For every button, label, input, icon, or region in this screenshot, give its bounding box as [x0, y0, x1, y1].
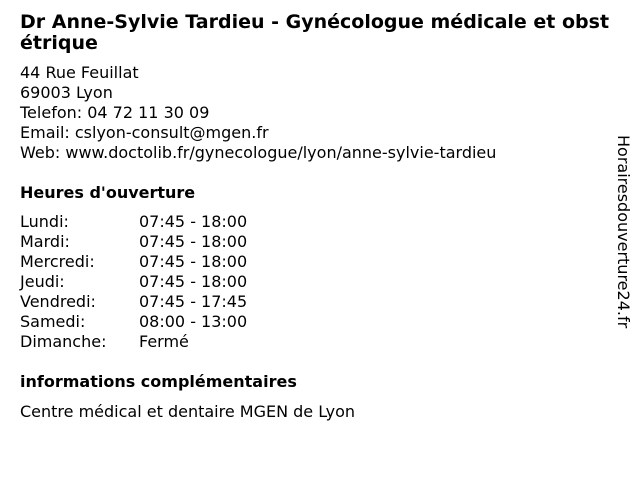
hours-heading: Heures d'ouverture	[20, 183, 196, 202]
info-text: Centre médical et dentaire MGEN de Lyon	[20, 402, 356, 421]
website-url: Web: www.doctolib.fr/gynecologue/lyon/anne-sylvie-tardieu	[20, 143, 497, 162]
time-range: 07:45 - 18:00	[139, 272, 248, 291]
day-label: Mercredi:	[20, 252, 95, 271]
time-range: Fermé	[139, 332, 189, 351]
day-label: Mardi:	[20, 232, 70, 251]
day-label: Dimanche:	[20, 332, 107, 351]
hours-row	[20, 232, 600, 252]
business-listing	[20, 11, 610, 422]
opening-hours-table	[20, 212, 600, 352]
info-heading: informations complémentaires	[20, 372, 297, 391]
email-address: Email: cslyon-consult@mgen.fr	[20, 123, 269, 142]
day-label: Jeudi:	[20, 272, 65, 291]
day-label: Vendredi:	[20, 292, 96, 311]
city-postcode: 69003 Lyon	[20, 83, 113, 102]
time-range: 07:45 - 18:00	[139, 232, 248, 251]
hours-row	[20, 292, 600, 312]
page-title: Dr Anne-Sylvie Tardieu - Gynécologue médicale et obstétrique	[20, 11, 610, 54]
day-label: Samedi:	[20, 312, 86, 331]
time-range: 08:00 - 13:00	[139, 312, 248, 331]
hours-row	[20, 332, 600, 352]
site-brand-watermark: Horairesdouverture24.fr	[614, 135, 633, 329]
contact-block	[20, 63, 600, 163]
street-address: 44 Rue Feuillat	[20, 63, 139, 82]
time-range: 07:45 - 18:00	[139, 252, 248, 271]
hours-row	[20, 272, 600, 292]
phone-number: Telefon: 04 72 11 30 09	[20, 103, 210, 122]
day-label: Lundi:	[20, 212, 69, 231]
time-range: 07:45 - 17:45	[139, 292, 248, 311]
time-range: 07:45 - 18:00	[139, 212, 248, 231]
hours-row	[20, 252, 600, 272]
hours-row	[20, 312, 600, 332]
hours-row	[20, 212, 600, 232]
